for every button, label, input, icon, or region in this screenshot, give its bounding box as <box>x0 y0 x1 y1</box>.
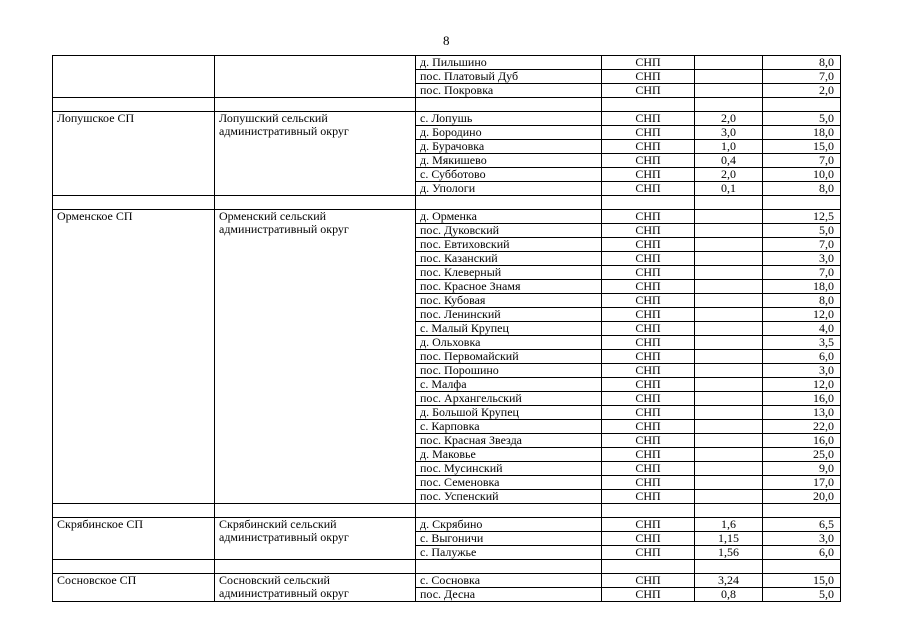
type-cell: СНП <box>602 406 695 420</box>
area-cell <box>695 420 763 434</box>
place-cell: пос. Кубовая <box>416 294 602 308</box>
type-cell: СНП <box>602 378 695 392</box>
distance-cell: 12,0 <box>763 308 841 322</box>
place-cell: пос. Мусинский <box>416 462 602 476</box>
place-cell: с. Выгоничи <box>416 532 602 546</box>
area-cell: 3,24 <box>695 574 763 588</box>
type-cell: СНП <box>602 518 695 532</box>
area-cell <box>695 364 763 378</box>
place-cell: пос. Десна <box>416 588 602 602</box>
place-cell: д. Орменка <box>416 210 602 224</box>
area-cell: 2,0 <box>695 168 763 182</box>
settlement-cell: Лопушское СП <box>53 112 215 196</box>
settlements-table <box>52 55 841 602</box>
area-cell <box>695 252 763 266</box>
distance-cell: 18,0 <box>763 280 841 294</box>
distance-cell: 13,0 <box>763 406 841 420</box>
area-cell <box>695 84 763 98</box>
area-cell: 1,15 <box>695 532 763 546</box>
type-cell: СНП <box>602 252 695 266</box>
distance-cell: 10,0 <box>763 168 841 182</box>
empty-cell <box>695 504 763 518</box>
area-cell: 2,0 <box>695 112 763 126</box>
place-cell: с. Сосновка <box>416 574 602 588</box>
area-cell: 0,8 <box>695 588 763 602</box>
area-cell <box>695 462 763 476</box>
district-cell: Лопушский сельский административный округ <box>215 112 416 196</box>
district-cell: Орменский сельский административный округ <box>215 210 416 504</box>
table-row <box>53 518 841 532</box>
place-cell: д. Упологи <box>416 182 602 196</box>
area-cell <box>695 490 763 504</box>
distance-cell: 16,0 <box>763 434 841 448</box>
empty-cell <box>602 196 695 210</box>
empty-cell <box>602 560 695 574</box>
distance-cell: 2,0 <box>763 84 841 98</box>
type-cell: СНП <box>602 350 695 364</box>
place-cell: пос. Успенский <box>416 490 602 504</box>
place-cell: пос. Красная Звезда <box>416 434 602 448</box>
type-cell: СНП <box>602 322 695 336</box>
area-cell <box>695 280 763 294</box>
place-cell: д. Скрябино <box>416 518 602 532</box>
type-cell: СНП <box>602 476 695 490</box>
type-cell: СНП <box>602 448 695 462</box>
place-cell: д. Бурачовка <box>416 140 602 154</box>
settlement-cell <box>53 56 215 98</box>
place-cell: пос. Первомайский <box>416 350 602 364</box>
distance-cell: 5,0 <box>763 112 841 126</box>
distance-cell: 7,0 <box>763 154 841 168</box>
distance-cell: 17,0 <box>763 476 841 490</box>
distance-cell: 20,0 <box>763 490 841 504</box>
distance-cell: 15,0 <box>763 140 841 154</box>
empty-cell <box>602 98 695 112</box>
place-cell: пос. Евтиховский <box>416 238 602 252</box>
area-cell: 1,0 <box>695 140 763 154</box>
place-cell: д. Мякишево <box>416 154 602 168</box>
type-cell: СНП <box>602 532 695 546</box>
empty-cell <box>763 504 841 518</box>
settlement-cell: Скрябинское СП <box>53 518 215 560</box>
group-spacer-row <box>53 196 841 210</box>
group-spacer-row <box>53 560 841 574</box>
type-cell: СНП <box>602 490 695 504</box>
empty-cell <box>695 560 763 574</box>
area-cell <box>695 378 763 392</box>
group-spacer-row <box>53 504 841 518</box>
type-cell: СНП <box>602 308 695 322</box>
area-cell <box>695 392 763 406</box>
type-cell: СНП <box>602 210 695 224</box>
area-cell <box>695 336 763 350</box>
distance-cell: 25,0 <box>763 448 841 462</box>
distance-cell: 3,0 <box>763 252 841 266</box>
area-cell <box>695 70 763 84</box>
empty-cell <box>763 98 841 112</box>
empty-cell <box>763 196 841 210</box>
place-cell: пос. Семеновка <box>416 476 602 490</box>
empty-cell <box>53 504 215 518</box>
area-cell: 0,4 <box>695 154 763 168</box>
type-cell: СНП <box>602 420 695 434</box>
empty-cell <box>416 560 602 574</box>
area-cell <box>695 350 763 364</box>
distance-cell: 7,0 <box>763 266 841 280</box>
distance-cell: 6,5 <box>763 518 841 532</box>
empty-cell <box>215 560 416 574</box>
type-cell: СНП <box>602 462 695 476</box>
distance-cell: 7,0 <box>763 238 841 252</box>
type-cell: СНП <box>602 84 695 98</box>
distance-cell: 6,0 <box>763 350 841 364</box>
table-row <box>53 56 841 70</box>
distance-cell: 8,0 <box>763 294 841 308</box>
empty-cell <box>53 98 215 112</box>
empty-cell <box>215 98 416 112</box>
place-cell: с. Лопушь <box>416 112 602 126</box>
place-cell: пос. Дуковский <box>416 224 602 238</box>
empty-cell <box>602 504 695 518</box>
group-spacer-row <box>53 98 841 112</box>
place-cell: с. Палужье <box>416 546 602 560</box>
area-cell <box>695 56 763 70</box>
type-cell: СНП <box>602 182 695 196</box>
district-cell <box>215 56 416 98</box>
type-cell: СНП <box>602 294 695 308</box>
type-cell: СНП <box>602 238 695 252</box>
place-cell: пос. Красное Знамя <box>416 280 602 294</box>
place-cell: пос. Покровка <box>416 84 602 98</box>
place-cell: пос. Архангельский <box>416 392 602 406</box>
area-cell: 0,1 <box>695 182 763 196</box>
distance-cell: 3,0 <box>763 364 841 378</box>
page-number: 8 <box>443 33 450 48</box>
area-cell <box>695 238 763 252</box>
area-cell <box>695 294 763 308</box>
distance-cell: 15,0 <box>763 574 841 588</box>
type-cell: СНП <box>602 168 695 182</box>
area-cell: 1,6 <box>695 518 763 532</box>
settlement-cell: Орменское СП <box>53 210 215 504</box>
empty-cell <box>695 98 763 112</box>
area-cell <box>695 210 763 224</box>
type-cell: СНП <box>602 280 695 294</box>
table-row <box>53 210 841 224</box>
table-row <box>53 112 841 126</box>
distance-cell: 5,0 <box>763 224 841 238</box>
type-cell: СНП <box>602 140 695 154</box>
type-cell: СНП <box>602 588 695 602</box>
empty-cell <box>763 560 841 574</box>
area-cell <box>695 406 763 420</box>
type-cell: СНП <box>602 112 695 126</box>
type-cell: СНП <box>602 56 695 70</box>
distance-cell: 22,0 <box>763 420 841 434</box>
place-cell: с. Карповка <box>416 420 602 434</box>
area-cell: 3,0 <box>695 126 763 140</box>
empty-cell <box>416 504 602 518</box>
type-cell: СНП <box>602 154 695 168</box>
district-cell: Сосновский сельский административный округ <box>215 574 416 602</box>
distance-cell: 12,0 <box>763 378 841 392</box>
empty-cell <box>53 560 215 574</box>
place-cell: д. Маковье <box>416 448 602 462</box>
place-cell: д. Большой Крупец <box>416 406 602 420</box>
type-cell: СНП <box>602 224 695 238</box>
area-cell: 1,56 <box>695 546 763 560</box>
area-cell <box>695 448 763 462</box>
place-cell: с. Малый Крупец <box>416 322 602 336</box>
place-cell: д. Пильшино <box>416 56 602 70</box>
area-cell <box>695 434 763 448</box>
empty-cell <box>215 196 416 210</box>
place-cell: пос. Казанский <box>416 252 602 266</box>
area-cell <box>695 308 763 322</box>
distance-cell: 3,0 <box>763 532 841 546</box>
area-cell <box>695 224 763 238</box>
distance-cell: 9,0 <box>763 462 841 476</box>
empty-cell <box>215 504 416 518</box>
type-cell: СНП <box>602 266 695 280</box>
distance-cell: 8,0 <box>763 56 841 70</box>
type-cell: СНП <box>602 546 695 560</box>
settlement-cell: Сосновское СП <box>53 574 215 602</box>
area-cell <box>695 266 763 280</box>
area-cell <box>695 322 763 336</box>
table-row <box>53 574 841 588</box>
place-cell: пос. Платовый Дуб <box>416 70 602 84</box>
type-cell: СНП <box>602 70 695 84</box>
empty-cell <box>416 98 602 112</box>
distance-cell: 3,5 <box>763 336 841 350</box>
distance-cell: 12,5 <box>763 210 841 224</box>
distance-cell: 8,0 <box>763 182 841 196</box>
place-cell: пос. Ленинский <box>416 308 602 322</box>
type-cell: СНП <box>602 392 695 406</box>
distance-cell: 18,0 <box>763 126 841 140</box>
place-cell: пос. Порошино <box>416 364 602 378</box>
area-cell <box>695 476 763 490</box>
distance-cell: 6,0 <box>763 546 841 560</box>
type-cell: СНП <box>602 364 695 378</box>
empty-cell <box>695 196 763 210</box>
type-cell: СНП <box>602 126 695 140</box>
type-cell: СНП <box>602 434 695 448</box>
place-cell: д. Ольховка <box>416 336 602 350</box>
type-cell: СНП <box>602 336 695 350</box>
distance-cell: 5,0 <box>763 588 841 602</box>
place-cell: с. Субботово <box>416 168 602 182</box>
empty-cell <box>53 196 215 210</box>
type-cell: СНП <box>602 574 695 588</box>
place-cell: с. Малфа <box>416 378 602 392</box>
place-cell: пос. Клеверный <box>416 266 602 280</box>
distance-cell: 4,0 <box>763 322 841 336</box>
distance-cell: 7,0 <box>763 70 841 84</box>
distance-cell: 16,0 <box>763 392 841 406</box>
district-cell: Скрябинский сельский административный округ <box>215 518 416 560</box>
empty-cell <box>416 196 602 210</box>
place-cell: д. Бородино <box>416 126 602 140</box>
